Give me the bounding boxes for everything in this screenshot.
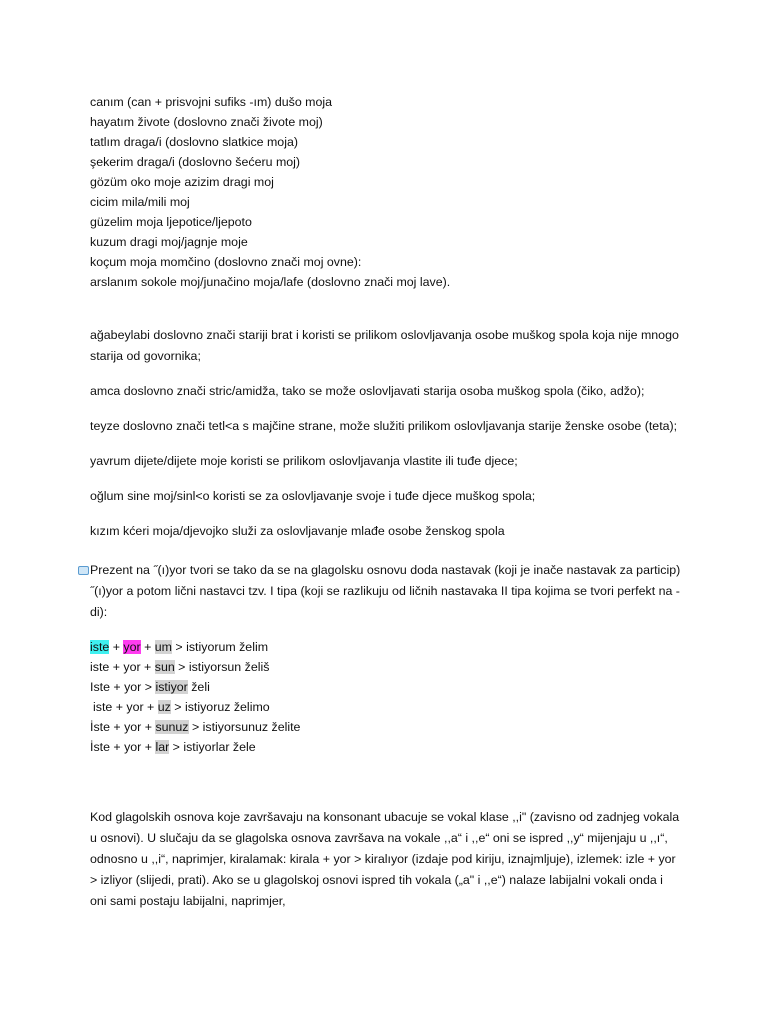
prezent-paragraph: Prezent na ˝(ı)yor tvori se tako da se na glagolsku osnovu doda nastavak (koji je inače nastavak za particip) ˝(ı)yor a potom lični nastavci tzv. I tipa (koji se razlikuju od ličnih nastavaka II tipa kojima se tvori perfekt na -di): [90,563,681,619]
ending-highlight: um [154,640,172,654]
stem-highlight: iste [90,640,110,654]
vocab-item: kuzum dragi moj/jagnje moje [90,235,248,249]
vocab-item: tatlım draga/i (doslovno slatkice moja) [90,135,298,149]
vocab-item: canım (can + prisvojni sufiks -ım) dušo moja [90,95,333,109]
conjugation-row: İste + yor + sunuz > istiyorsunuz želite [90,720,301,734]
closing-paragraph: Kod glagolskih osnova koje završavaju na konsonant ubacuje se vokal klase ,,i" (zavisno od zadnjeg vokala u osnovi). U slučaju da se glagolska osnova završava na vokale ,,a“ i ,,e“ oni se ispred ,,y“ mijenjaju u ,,ı“, odnosno u ,,i“, naprimjer, kiralamak: kirala + yor > kiralıyor (izdaje pod kiriju, iznajmljuje), izlemek: izle + yor > izliyor (slijedi, prati). Ako se u glagolskoj osnovi ispred tih vokala („a" i ,,e“) nalaze labijalni vokali onda i oni sami postaju labijalni, naprimjer, [90,810,680,908]
paragraph-kizim: kızım kćeri moja/djevojko služi za oslovljavanje mlađe osobe ženskog spola [90,524,505,538]
ending-highlight: sunuz [155,720,189,734]
conjugation-row: iste + yor + sun > istiyorsun želiš [90,660,270,674]
vocab-item: arslanım sokole moj/junačino moja/lafe (doslovno znači moj lave). [90,275,451,289]
paragraph-agabey: ağabeylabi doslovno znači stariji brat i koristi se prilikom oslovljavanja osobe muškog spola koja nije mnogo starija od govornika; [90,328,679,363]
conjugation-row: iste + yor + um > istiyorum želim [90,640,269,654]
vocab-item: koçum moja momčino (doslovno znači moj ovne): [90,255,362,269]
paragraph-oglum: oğlum sine moj/sinl<o koristi se za oslovljavanje svoje i tuđe djece muškog spola; [90,489,536,503]
conjugation-row: Iste + yor > istiyor želi [90,680,210,694]
ending-highlight: istiyor [155,680,188,694]
prezent-section [90,560,682,623]
paragraph-teyze: teyze doslovno znači tetl<a s majčine strane, može služiti prilikom oslovljavanja starije ženske osobe (teta); [90,419,678,433]
ending-highlight: uz [157,700,171,714]
suffix-highlight: yor [123,640,141,654]
vocab-item: güzelim moja ljepotice/ljepoto [90,215,252,229]
ending-highlight: lar [155,740,170,754]
conjugation-table [90,637,682,757]
paragraph-amca: amca doslovno znači stric/amidža, tako se može oslovljavati starija osoba muškog spola (čiko, adžo); [90,384,645,398]
vocab-item: hayatım živote (doslovno znači živote moj) [90,115,323,129]
conjugation-row: iste + yor + uz > istiyoruz želimo [93,700,270,714]
document-page [90,92,682,912]
vocab-list [90,92,682,292]
conjugation-row: İste + yor + lar > istiyorlar žele [90,740,256,754]
vocab-item: gözüm oko moje azizim dragi moj [90,175,274,189]
paragraph-yavrum: yavrum dijete/dijete moje koristi se prilikom oslovljavanja vlastite ili tuđe djece; [90,454,518,468]
vocab-item: cicim mila/mili moj [90,195,190,209]
vocab-item: şekerim draga/i (doslovno šećeru moj) [90,155,301,169]
ending-highlight: sun [154,660,175,674]
comment-marker-icon[interactable] [78,566,89,575]
